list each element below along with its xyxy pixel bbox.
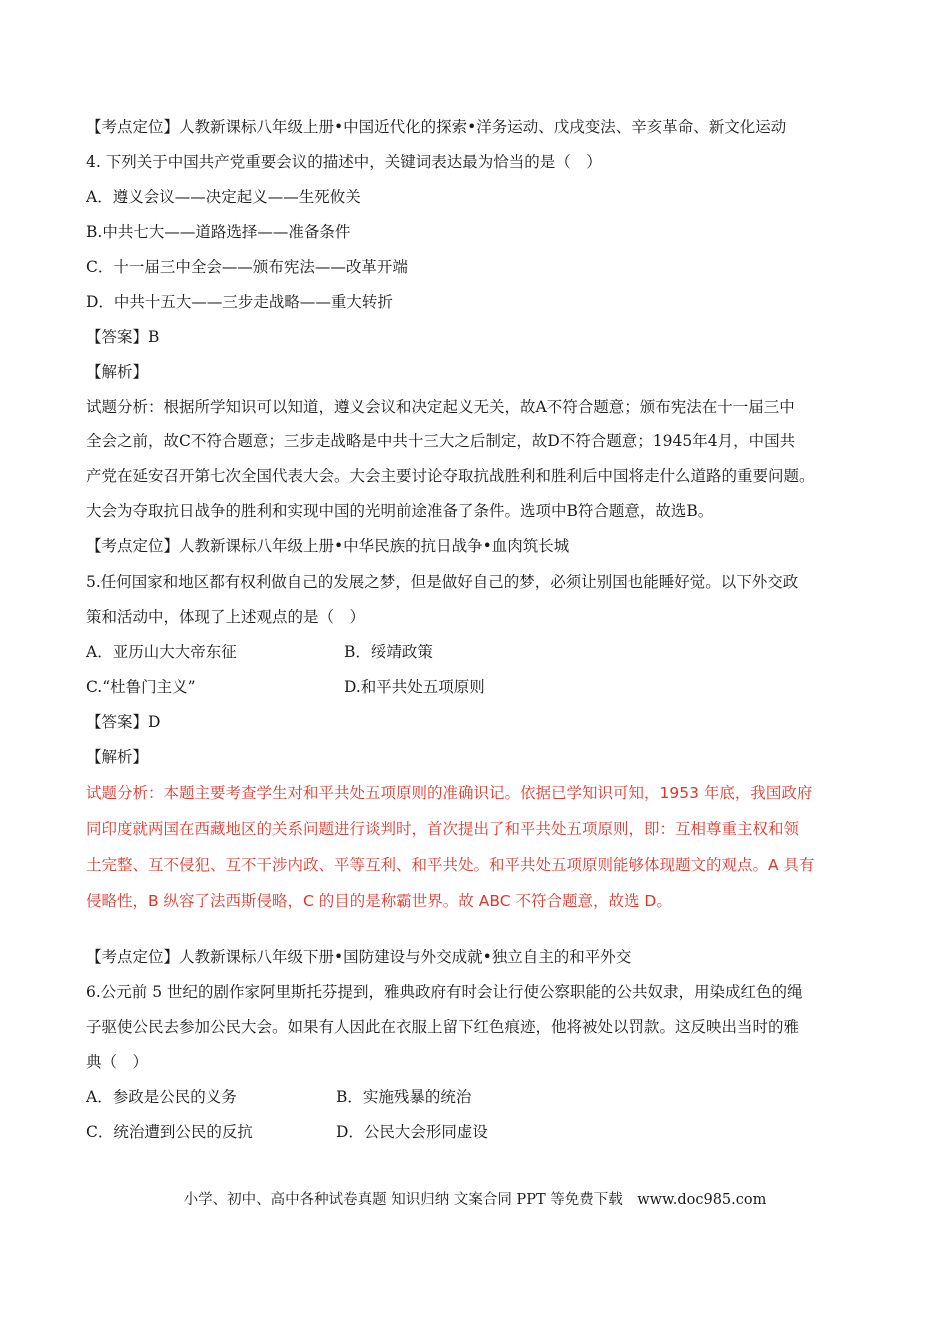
q6-option-c: C．统治遭到公民的反抗 [86,1123,253,1141]
q5-analysis-line: 土完整、互不侵犯、互不干涉内政、平等互利、和平共处。和平共处五项原则能够体现题文的观点。A 具有 [86,856,815,874]
page-footer: 小学、初中、高中各种试卷真题 知识归纳 文案合同 PPT 等免费下载 www.doc985.com [183,1192,767,1208]
q4-analysis-line: 试题分析：根据所学知识可以知道，遵义会议和决定起义无关，故A不符合题意；颁布宪法在十一届三中 [86,398,795,416]
q5-kaodian: 【考点定位】人教新课标八年级下册•国防建设与外交成就•独立自主的和平外交 [86,948,632,966]
q6-option-d: D．公民大会形同虚设 [336,1123,488,1141]
q5-analysis-line: 试题分析：本题主要考查学生对和平共处五项原则的准确识记。依据已学知识可知，1953 年底，我国政府 [86,784,813,802]
q4-option-b: B.中共七大——道路选择——准备条件 [86,223,351,241]
q5-answer: 【答案】D [86,713,161,731]
q6-stem-line: 6.公元前 5 世纪的剧作家阿里斯托芬提到，雅典政府有时会让行使公察职能的公共奴隶，用染成红色的绳 [86,983,803,1001]
q5-stem-line: 5.任何国家和地区都有权利做自己的发展之梦，但是做好自己的梦，必须让别国也能睡好觉。以下外交政 [86,573,799,591]
q4-answer: 【答案】B [86,328,160,346]
q5-option-d: D.和平共处五项原则 [344,678,485,696]
q3-kaodian: 【考点定位】人教新课标八年级上册•中国近代化的探索•洋务运动、戊戌变法、辛亥革命、新文化运动 [86,118,787,136]
q5-option-a: A．亚历山大大帝东征 [86,643,237,661]
q4-stem: 4. 下列关于中国共产党重要会议的描述中，关键词表达最为恰当的是（ ） [86,153,602,171]
q5-analysis-title: 【解析】 [86,748,149,766]
q5-option-b: B．绥靖政策 [344,643,433,661]
q5-analysis-line: 同印度就两国在西藏地区的关系问题进行谈判时，首次提出了和平共处五项原则，即：互相尊重主权和领 [86,820,800,838]
q4-option-a: A．遵义会议——决定起义——生死攸关 [86,188,361,206]
q4-option-d: D．中共十五大——三步走战略——重大转折 [86,293,393,311]
q6-stem-line: 典（ ） [86,1053,149,1071]
q6-stem-line: 子驱使公民去参加公民大会。如果有人因此在衣服上留下红色痕迹，他将被处以罚款。这反映出当时的雅 [86,1018,800,1036]
q4-analysis-line: 全会之前，故C不符合题意；三步走战略是中共十三大之后制定，故D不符合题意；1945年4月，中国共 [86,432,796,450]
q4-analysis-title: 【解析】 [86,363,149,381]
q4-kaodian: 【考点定位】人教新课标八年级上册•中华民族的抗日战争•血肉筑长城 [86,537,570,555]
q6-option-a: A．参政是公民的义务 [86,1088,237,1106]
q6-option-b: B．实施残暴的统治 [336,1088,472,1106]
q4-option-c: C．十一届三中全会——颁布宪法——改革开端 [86,258,408,276]
q5-stem-line: 策和活动中，体现了上述观点的是（ ） [86,608,366,626]
q5-option-c: C.“杜鲁门主义” [86,678,196,696]
q4-analysis-line: 大会为夺取抗日战争的胜利和实现中国的光明前途准备了条件。选项中B符合题意，故选B。 [86,502,714,520]
q5-analysis-line: 侵略性，B 纵容了法西斯侵略，C 的目的是称霸世界。故 ABC 不符合题意，故选 D。 [86,892,672,910]
q4-analysis-line: 产党在延安召开第七次全国代表大会。大会主要讨论夺取抗战胜利和胜利后中国将走什么道路的重要问题。 [86,467,815,485]
